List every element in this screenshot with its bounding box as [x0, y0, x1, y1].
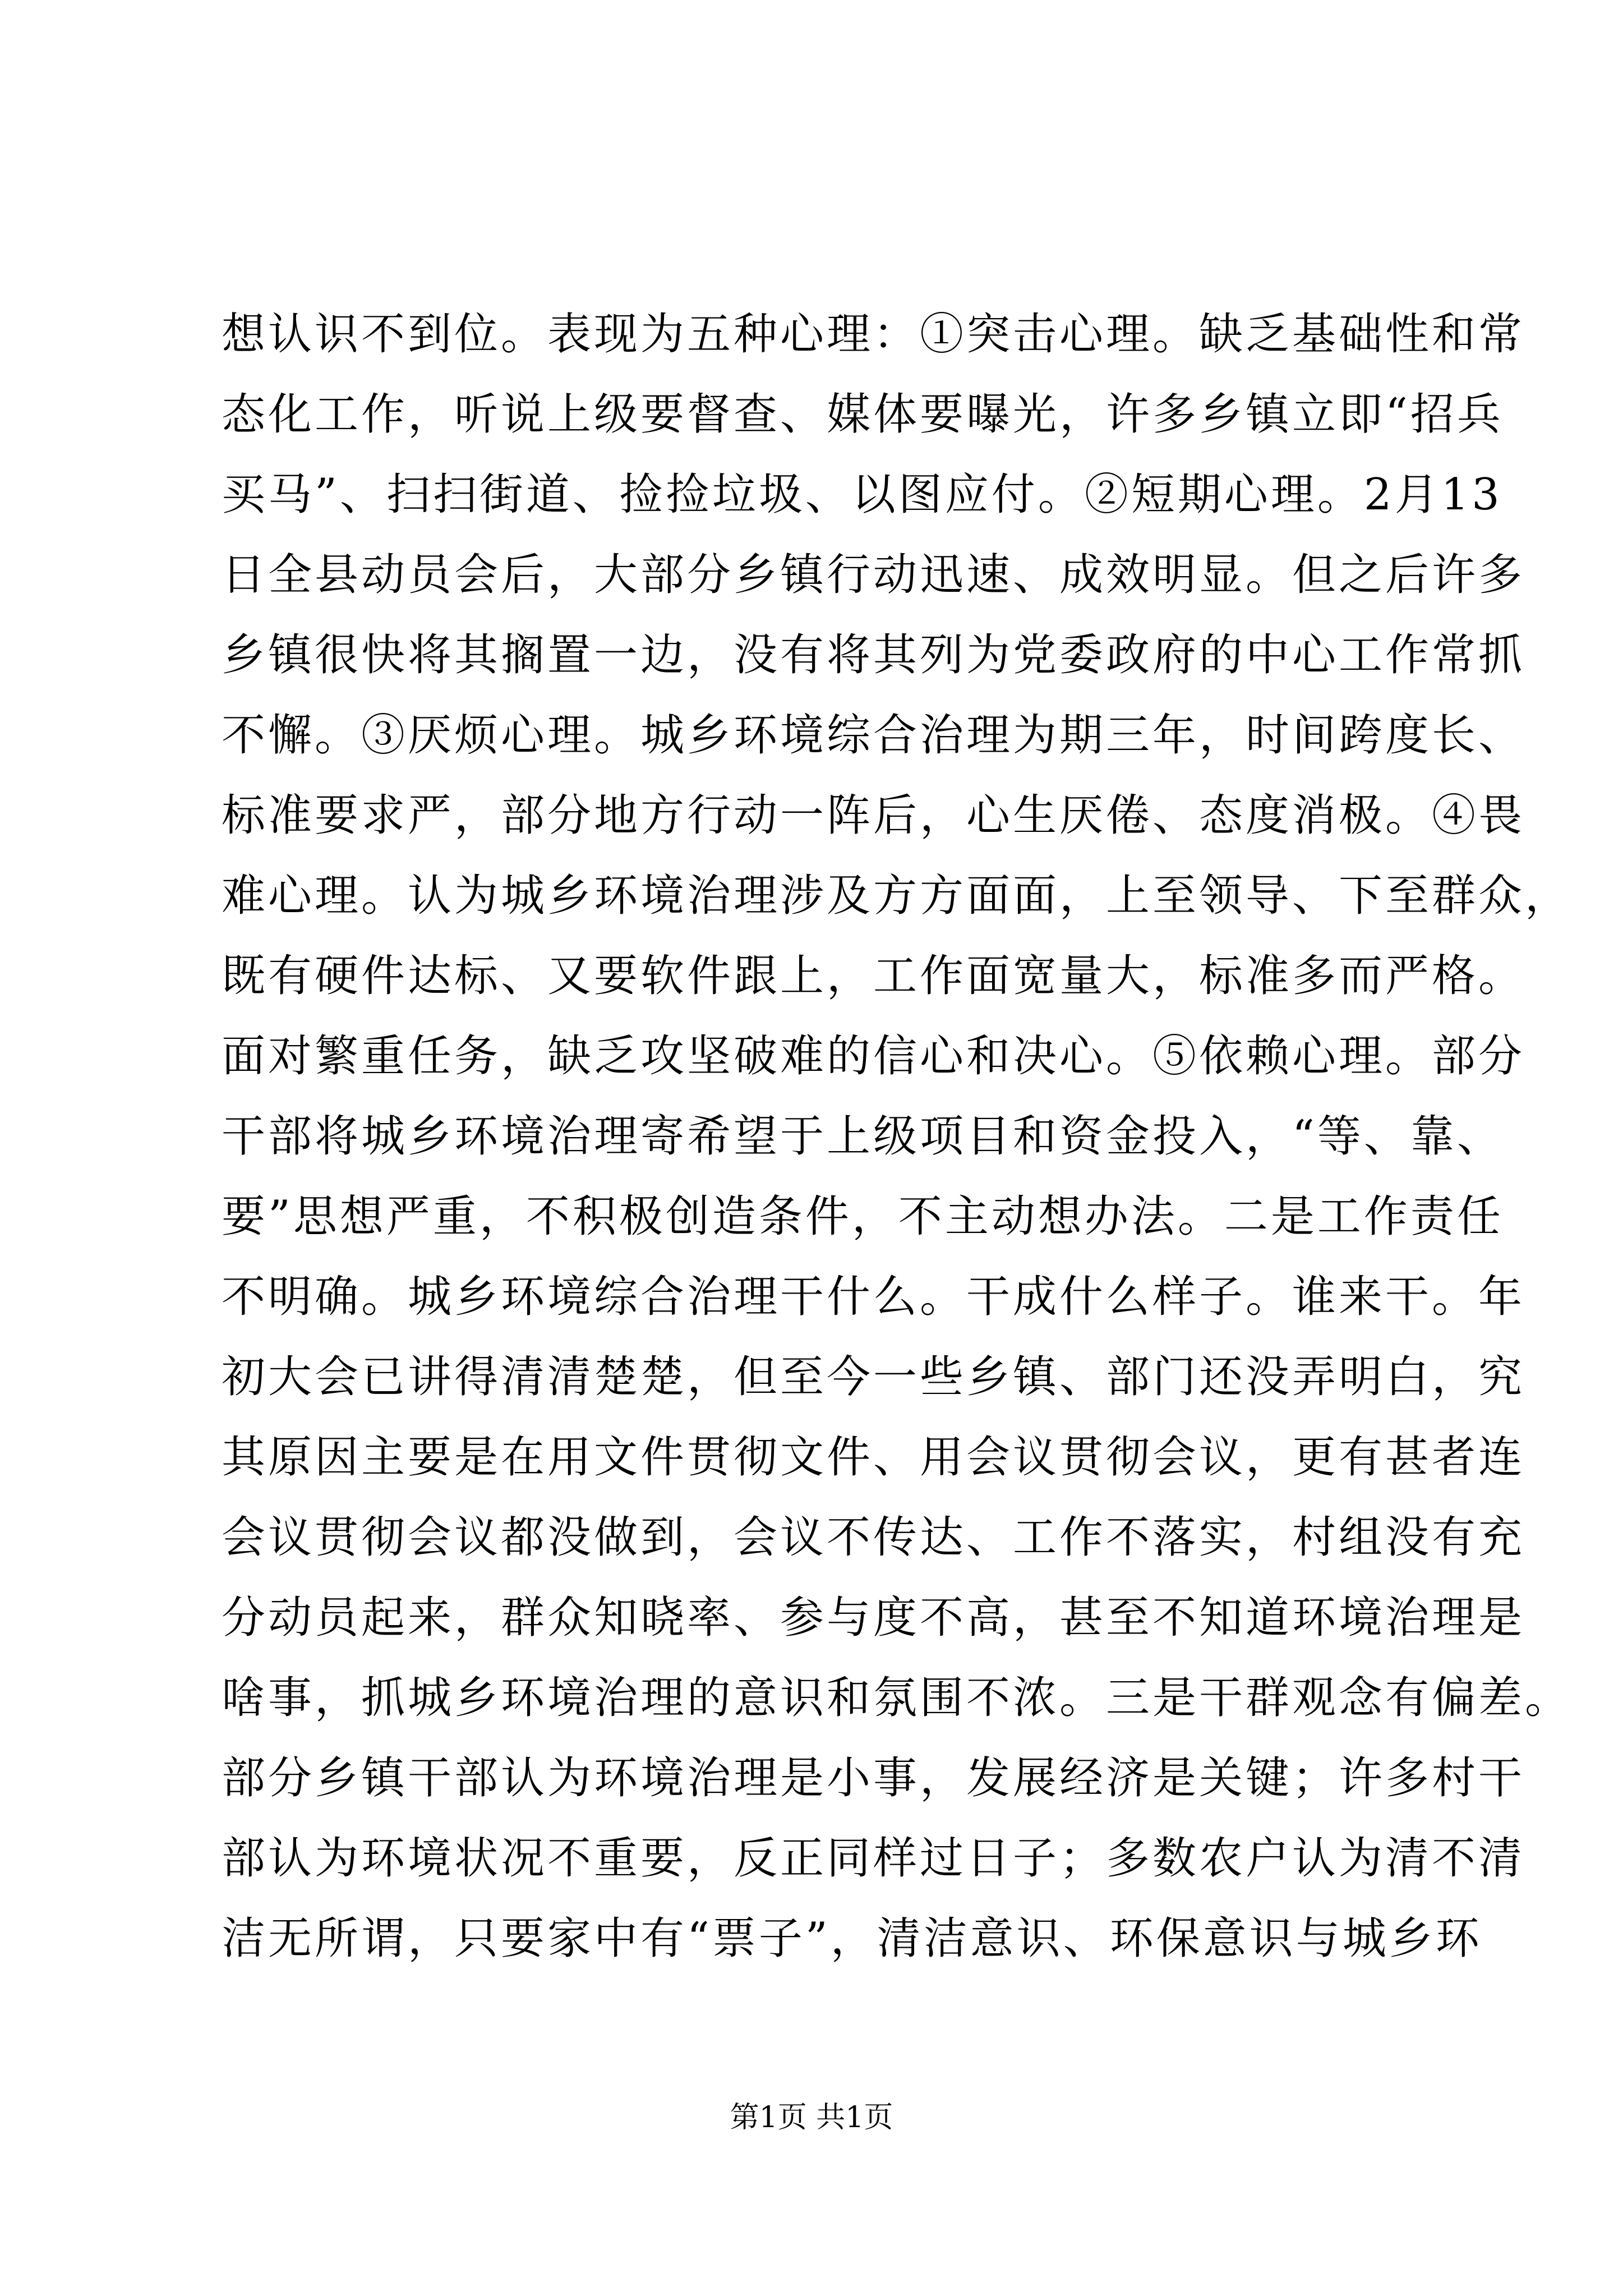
- text-line: 不明确。城乡环境综合治理干什么。干成什么样子。谁来干。年: [222, 1272, 1525, 1322]
- text-line: 买马”、扫扫街道、捡捡垃圾、以图应付。②短期心理。2月13: [222, 470, 1502, 520]
- body-text: [222, 295, 1572, 1979]
- text-line: 分动员起来，群众知晓率、参与度不高，甚至不知道环境治理是: [222, 1593, 1525, 1643]
- text-line: 其原因主要是在用文件贯彻文件、用会议贯彻会议，更有甚者连: [222, 1432, 1525, 1483]
- text-line: 会议贯彻会议都没做到，会议不传达、工作不落实，村组没有充: [222, 1512, 1525, 1563]
- text-line: 洁无所谓，只要家中有“票子”，清洁意识、环保意识与城乡环: [222, 1913, 1482, 1964]
- text-line: 初大会已讲得清清楚楚，但至今一些乡镇、部门还没弄明白，究: [222, 1352, 1525, 1402]
- text-line: 部分乡镇干部认为环境治理是小事，发展经济是关键；许多村干: [222, 1753, 1525, 1803]
- text-line: 要”思想严重，不积极创造条件，不主动想办法。二是工作责任: [222, 1191, 1504, 1242]
- text-line: 日全县动员会后，大部分乡镇行动迅速、成效明显。但之后许多: [222, 550, 1525, 600]
- text-line: 面对繁重任务，缺乏攻坚破难的信心和决心。⑤依赖心理。部分: [222, 1031, 1525, 1082]
- text-line: 干部将城乡环境治理寄希望于上级项目和资金投入，“等、靠、: [222, 1111, 1504, 1162]
- text-line: 想认识不到位。表现为五种心理：①突击心理。缺乏基础性和常: [222, 309, 1525, 360]
- text-line: 标准要求严，部分地方行动一阵后，心生厌倦、态度消极。④畏: [222, 790, 1525, 841]
- text-line: 啥事，抓城乡环境治理的意识和氛围不浓。三是干群观念有偏差。: [222, 1673, 1572, 1723]
- text-line: 既有硬件达标、又要软件跟上，工作面宽量大，标准多而严格。: [222, 951, 1525, 1001]
- text-line: 乡镇很快将其搁置一边，没有将其列为党委政府的中心工作常抓: [222, 630, 1525, 680]
- text-line: 态化工作，听说上级要督查、媒体要曝光，许多乡镇立即“招兵: [222, 389, 1504, 440]
- page-footer: 第1页 共1页: [730, 2101, 893, 2134]
- text-line: 不懈。③厌烦心理。城乡环境综合治理为期三年，时间跨度长、: [222, 710, 1525, 761]
- text-line: 部认为环境状况不重要，反正同样过日子；多数农户认为清不清: [222, 1833, 1525, 1884]
- text-line: 难心理。认为城乡环境治理涉及方方面面，上至领导、下至群众，: [222, 871, 1572, 921]
